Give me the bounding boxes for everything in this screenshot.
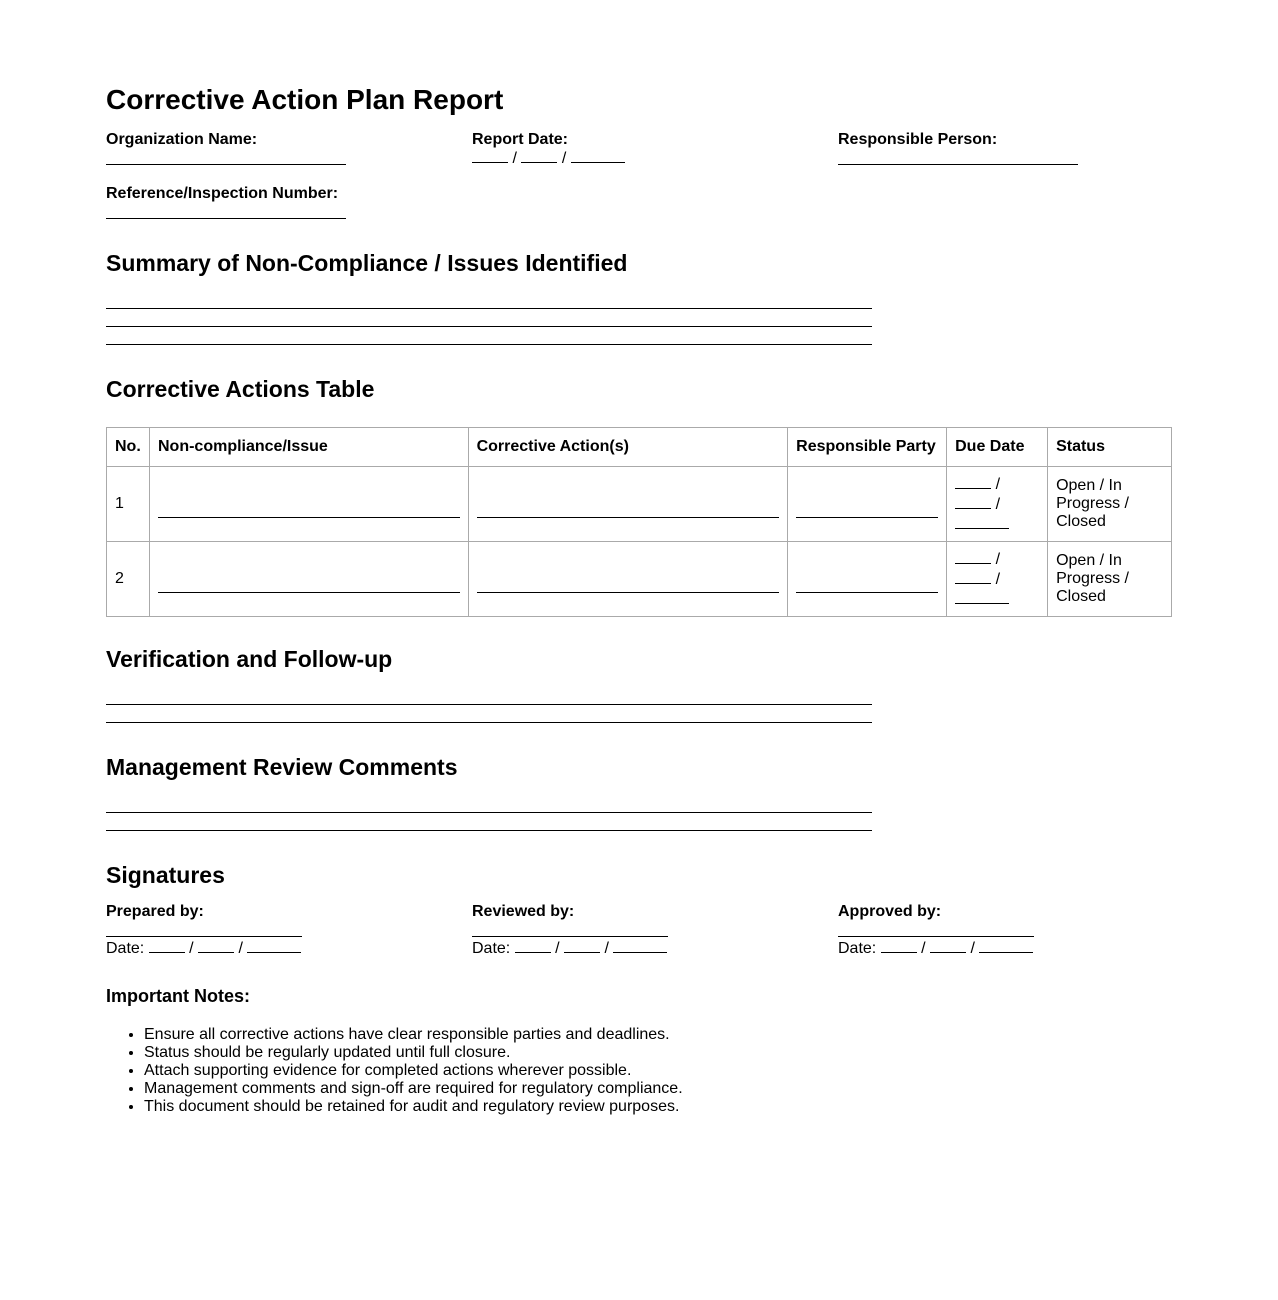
issue-field[interactable]	[158, 499, 460, 518]
approved-date-field[interactable]: Date: / /	[838, 938, 1033, 958]
list-item: • Management comments and sign-off are required for regulatory compliance.	[144, 1080, 1044, 1098]
reviewed-date-field[interactable]: Date: / /	[472, 938, 667, 958]
action-field[interactable]	[477, 574, 780, 593]
responsible-person-label: Responsible Person:	[838, 131, 998, 148]
column-header-action: Corrective Action(s)	[468, 428, 788, 467]
list-item: • Ensure all corrective actions have clear responsible parties and deadlines.	[144, 1026, 1044, 1044]
column-header-party: Responsible Party	[788, 428, 947, 467]
management-line[interactable]	[106, 812, 872, 813]
verification-line[interactable]	[106, 704, 872, 705]
row-number: 1	[107, 467, 150, 542]
approved-by-label: Approved by:	[838, 903, 942, 920]
prepared-date-field[interactable]: Date: / /	[106, 938, 301, 958]
report-date-field[interactable]: / /	[472, 148, 625, 168]
list-item: • Attach supporting evidence for completed actions wherever possible.	[144, 1062, 1044, 1080]
column-header-issue: Non-compliance/Issue	[149, 428, 468, 467]
column-header-due-date: Due Date	[947, 428, 1048, 467]
notes-list	[106, 1026, 1044, 1116]
organization-name-field[interactable]	[106, 164, 346, 165]
summary-line[interactable]	[106, 308, 872, 309]
party-field[interactable]	[796, 499, 938, 518]
corrective-actions-table	[106, 427, 1172, 617]
report-date-label: Report Date:	[472, 131, 569, 148]
summary-line[interactable]	[106, 326, 872, 327]
verification-line[interactable]	[106, 722, 872, 723]
row-number: 2	[107, 542, 150, 617]
due-date-field[interactable]: / /	[955, 474, 1039, 534]
reviewed-by-label: Reviewed by:	[472, 903, 575, 920]
status-options: Open / In Progress / Closed	[1048, 467, 1172, 542]
action-field[interactable]	[477, 499, 780, 518]
reference-number-label: Reference/Inspection Number:	[106, 185, 339, 202]
prepared-by-label: Prepared by:	[106, 903, 204, 920]
signatures-heading: Signatures	[106, 862, 225, 888]
table-row	[107, 542, 1172, 617]
table-row	[107, 467, 1172, 542]
list-item: • Status should be regularly updated until full closure.	[144, 1044, 1044, 1062]
reference-number-field[interactable]	[106, 218, 346, 219]
table-header-row	[107, 428, 1172, 467]
verification-heading: Verification and Follow-up	[106, 646, 393, 672]
due-date-field[interactable]: / /	[955, 549, 1039, 609]
summary-line[interactable]	[106, 344, 872, 345]
responsible-person-field[interactable]	[838, 164, 1078, 165]
actions-table-heading: Corrective Actions Table	[106, 376, 375, 402]
reviewed-by-signature-field[interactable]	[472, 936, 668, 937]
approved-by-signature-field[interactable]	[838, 936, 1034, 937]
notes-title: Important Notes:	[106, 986, 250, 1006]
list-item: • This document should be retained for audit and regulatory review purposes.	[144, 1098, 1044, 1116]
summary-heading: Summary of Non-Compliance / Issues Identified	[106, 250, 628, 276]
prepared-by-signature-field[interactable]	[106, 936, 302, 937]
status-options: Open / In Progress / Closed	[1048, 542, 1172, 617]
party-field[interactable]	[796, 574, 938, 593]
page-title: Corrective Action Plan Report	[106, 84, 504, 115]
management-line[interactable]	[106, 830, 872, 831]
column-header-no: No.	[107, 428, 150, 467]
issue-field[interactable]	[158, 574, 460, 593]
organization-name-label: Organization Name:	[106, 131, 258, 148]
column-header-status: Status	[1048, 428, 1172, 467]
management-heading: Management Review Comments	[106, 754, 458, 780]
